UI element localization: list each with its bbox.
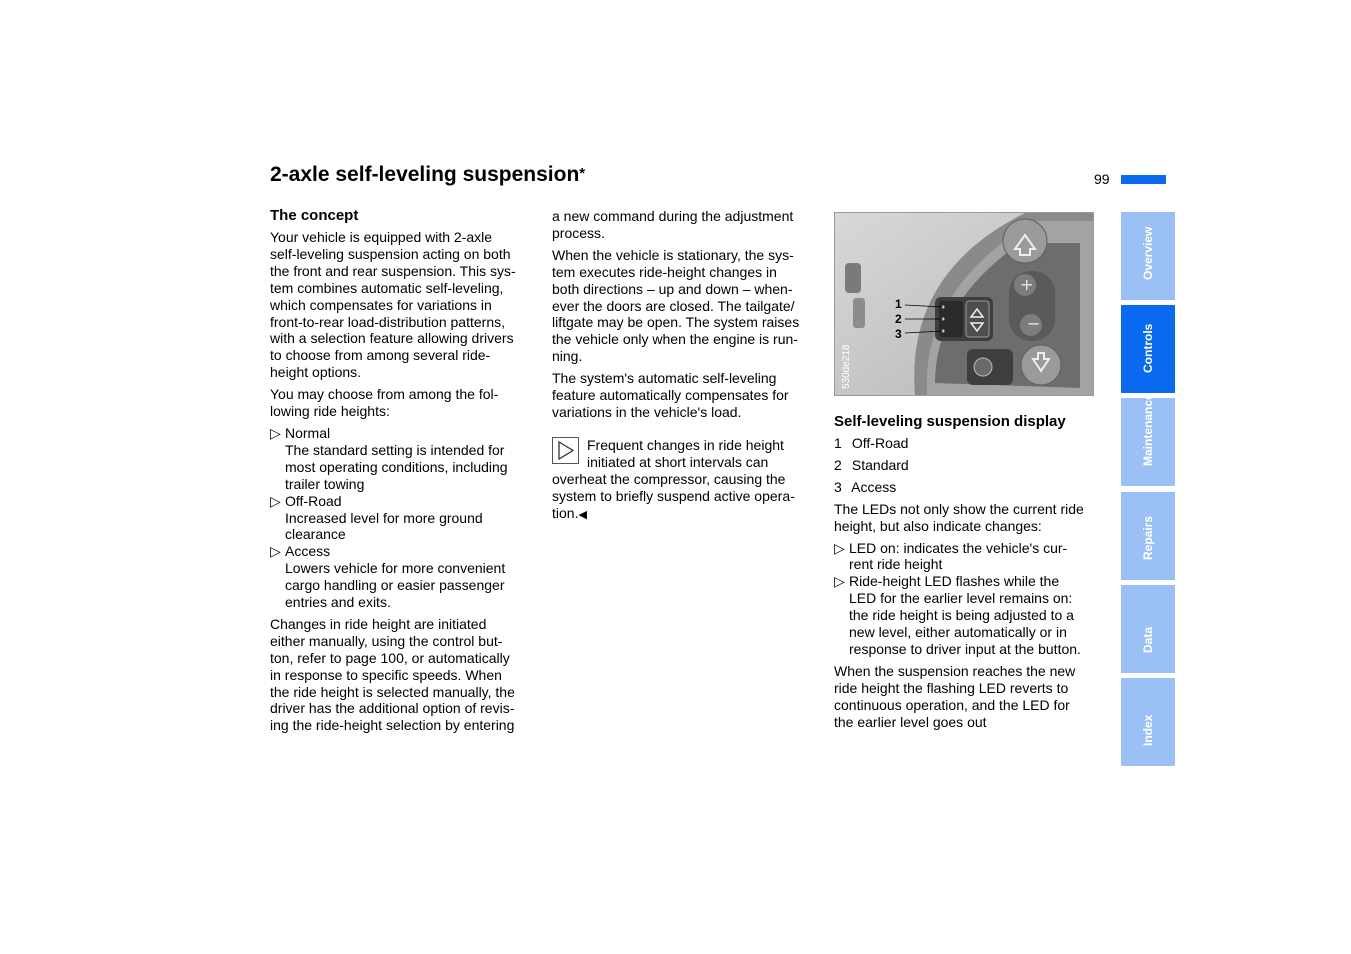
column-2: [552, 208, 827, 523]
bullet-triangle-icon: ▷: [270, 543, 281, 560]
optional-equipment-star: *: [579, 165, 586, 182]
figure-label-1: 1: [895, 297, 902, 311]
caution-note: Frequent changes in ride height initiated at short intervals can overheat the compressor, causing the system to briefly suspend active opera- tion.◀: [552, 436, 795, 521]
ride-height-list: [270, 425, 545, 611]
page-title: 2-axle self-leveling suspension*: [270, 163, 586, 186]
stationary-paragraph: When the vehicle is stationary, the sys- tem executes ride-height changes in both directions – up and down – when- ever the doors are closed. The tailgate/ liftgate may be open. The system raises the vehicle only when the engine is run- ning.: [552, 246, 800, 365]
bullet-triangle-icon: ▷: [270, 492, 281, 509]
list-item: 2 Standard: [834, 456, 909, 473]
section-heading-display: Self-leveling suspension display: [834, 413, 1066, 430]
figure-label-2: 2: [895, 312, 902, 326]
bullet-triangle-icon: ▷: [270, 424, 281, 441]
tab-data[interactable]: Data: [1121, 585, 1175, 673]
list-item: ▷ Normal The standard setting is intended for most operating conditions, including trailer towing: [270, 424, 508, 492]
intro-paragraph: Your vehicle is equipped with 2-axle self-leveling suspension acting on both the front and rear suspension. This sys- tem combines automatic self-leveling, which compensates for variations in front-to-rear load-distribution patterns, with a selection feature allowing drivers to choose from among several ride- height options.: [270, 229, 516, 381]
page-number-bar: [1121, 175, 1166, 184]
figure-code: 530de218: [841, 344, 852, 389]
tab-controls[interactable]: Controls: [1121, 305, 1175, 393]
tab-overview[interactable]: Overview: [1121, 212, 1175, 300]
figure-label-3: 3: [895, 327, 902, 341]
tab-repairs[interactable]: Repairs: [1121, 492, 1175, 580]
leds-paragraph: The LEDs not only show the current ride height, but also indicate changes:: [834, 500, 1084, 534]
bullet-triangle-icon: ▷: [834, 539, 845, 556]
tab-maintenance[interactable]: Maintenance: [1121, 398, 1175, 486]
final-paragraph: When the suspension reaches the new ride height the flashing LED reverts to continuous operation, and the LED for the earlier level goes out: [834, 662, 1076, 730]
list-item: ▷ Ride-height LED flashes while the LED for the earlier level remains on: the ride height is being adjusted to a new level, either automatically or in response to driver input at the button.: [834, 573, 1081, 657]
page-number: 99: [1094, 171, 1110, 187]
svg-text:−: −: [1027, 314, 1041, 333]
led-bullet-list: [834, 540, 1109, 658]
list-item: ▷ Off-Road Increased level for more ground clearance: [270, 492, 483, 543]
auto-leveling-paragraph: The system's automatic self-leveling feature automatically compensates for variations in the vehicle's load.: [552, 370, 789, 420]
control-button-illustration: [834, 212, 1094, 396]
tab-index[interactable]: Index: [1121, 678, 1175, 766]
svg-text:+: +: [1020, 275, 1034, 294]
section-heading-concept: The concept: [270, 207, 359, 224]
end-mark-icon: ◀: [578, 508, 587, 521]
bullet-triangle-icon: ▷: [834, 573, 845, 590]
list-item: ▷ Access Lowers vehicle for more convenient cargo handling or easier passenger entries and exits.: [270, 543, 506, 611]
column-3: [834, 413, 1109, 731]
continuation-paragraph: a new command during the adjustment process.: [552, 208, 794, 241]
caution-triangle-icon: [552, 437, 579, 464]
column-1: [270, 207, 545, 734]
list-item: ▷ LED on: indicates the vehicle's cur- rent ride height: [834, 539, 1068, 573]
changes-paragraph: Changes in ride height are initiated either manually, using the control but- ton, refer to page 100, or automatically in response to specific speeds. When the ride height is selected manually, the driver has the additional option of revis- ing the ride-height selection by entering: [270, 615, 515, 734]
choose-paragraph: You may choose from among the fol- lowing ride heights:: [270, 386, 499, 420]
list-item: 3 Access: [834, 478, 897, 495]
list-item: 1 Off-Road: [834, 435, 909, 451]
display-legend-list: [834, 435, 1109, 496]
